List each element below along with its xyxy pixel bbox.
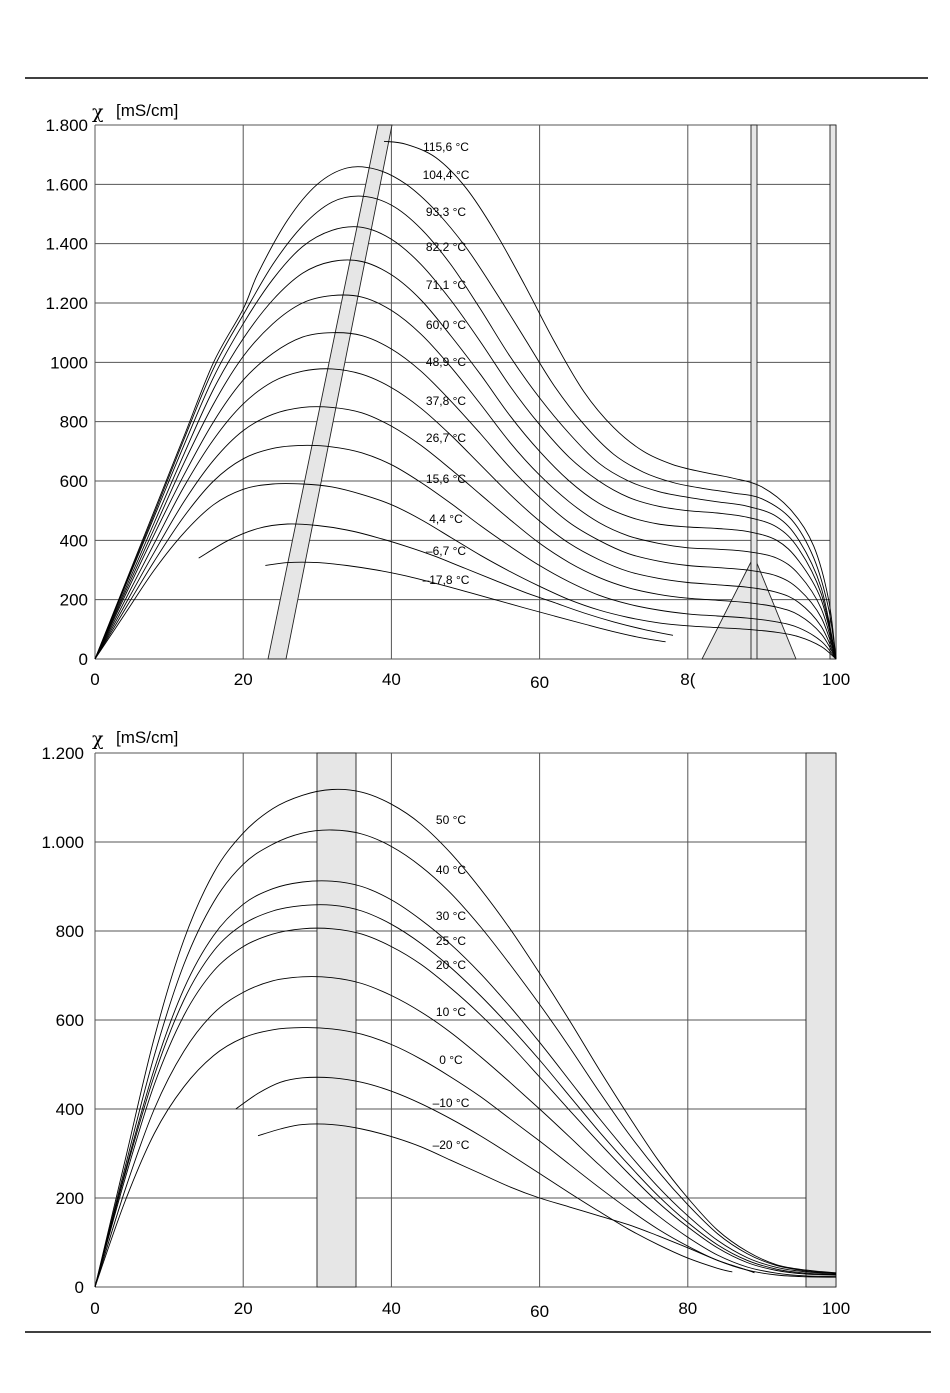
chart-lower-series-label: –10 °C bbox=[432, 1096, 470, 1110]
chart-lower-series-label: 20 °C bbox=[435, 958, 467, 972]
chart-upper-vertical-band-2 bbox=[830, 125, 836, 659]
chart-upper-y-tick-label: 0 bbox=[78, 650, 88, 669]
chart-upper-series-label: 115,6 °C bbox=[423, 140, 469, 154]
chart-upper-curve-labels bbox=[423, 140, 470, 587]
chart-upper-x-tick-label: 40 bbox=[381, 670, 401, 689]
chart-lower-y-tick-label: 600 bbox=[55, 1011, 84, 1030]
chart-upper-series-label: 71,1 °C bbox=[425, 278, 467, 292]
chart-upper-ylabel-unit: [mS/cm] bbox=[116, 101, 179, 120]
chart-lower bbox=[41, 728, 850, 1321]
chart-lower-x-tick-label: 80 bbox=[678, 1299, 698, 1318]
chart-lower-series-line bbox=[95, 830, 836, 1287]
chart-upper-y-tick-label: 1000 bbox=[50, 353, 88, 373]
chart-lower-x-tick-label: 40 bbox=[381, 1299, 401, 1318]
chart-lower-series-line bbox=[236, 1077, 733, 1272]
chart-lower-series-label: 40 °C bbox=[435, 863, 467, 877]
chart-lower-ylabel-unit: [mS/cm] bbox=[116, 728, 179, 747]
chart-upper-y-tick-label: 1.200 bbox=[45, 294, 88, 313]
chart-lower-ylabel-symbol: χ bbox=[92, 728, 104, 750]
chart-lower-series-line bbox=[95, 977, 836, 1287]
chart-upper-series-label: 93,3 °C bbox=[425, 205, 467, 219]
chart-upper-series-label: 4,4 °C bbox=[429, 512, 463, 526]
chart-lower-x-tick-label: 100 bbox=[821, 1299, 851, 1318]
chart-upper-x-tick-label: 100 bbox=[821, 670, 851, 689]
chart-lower-y-tick-label: 0 bbox=[74, 1278, 84, 1297]
chart-lower-axes bbox=[41, 744, 850, 1321]
chart-upper-series-label: 15,6 °C bbox=[425, 472, 467, 486]
chart-upper-x-tick-label: 60 bbox=[530, 673, 550, 692]
chart-upper bbox=[45, 101, 850, 692]
chart-lower-series-label: 0 °C bbox=[439, 1053, 463, 1067]
chart-lower-y-tick-label: 1.000 bbox=[41, 833, 84, 852]
chart-upper-y-tick-label: 400 bbox=[59, 531, 88, 551]
chart-lower-grid bbox=[95, 753, 836, 1287]
chart-upper-series-line bbox=[95, 196, 836, 659]
chart-upper-y-tick-label: 1.400 bbox=[45, 234, 88, 254]
chart-upper-y-tick-label: 200 bbox=[59, 590, 88, 610]
chart-upper-triangle-band bbox=[702, 556, 796, 659]
chart-lower-series-label: 25 °C bbox=[435, 934, 467, 948]
chart-upper-series-label: 104,4 °C bbox=[422, 168, 470, 182]
chart-upper-diagonal-band bbox=[268, 125, 392, 659]
chart-upper-series-label: –17,8 °C bbox=[422, 573, 470, 587]
chart-upper-series-label: 26,7 °C bbox=[425, 431, 467, 445]
chart-lower-band-left bbox=[317, 753, 356, 1287]
chart-upper-series-label: –6,7 °C bbox=[425, 544, 467, 558]
chart-lower-x-tick-label: 20 bbox=[233, 1299, 253, 1318]
chart-upper-x-tick-label: 20 bbox=[233, 670, 253, 689]
chart-lower-series-label: –20 °C bbox=[432, 1138, 470, 1152]
chart-lower-band-right bbox=[806, 753, 836, 1287]
chart-upper-x-tick-label: 8( bbox=[680, 670, 696, 689]
chart-lower-curve-labels bbox=[433, 813, 470, 1152]
chart-upper-series-label: 37,8 °C bbox=[425, 394, 467, 408]
chart-upper-y-tick-label: 1.800 bbox=[45, 116, 88, 135]
chart-lower-series-line bbox=[95, 1028, 836, 1287]
chart-upper-series-label: 48,9 °C bbox=[425, 355, 467, 369]
chart-upper-y-tick-label: 600 bbox=[59, 472, 88, 491]
chart-upper-x-tick-label: 0 bbox=[90, 670, 100, 689]
chart-lower-x-tick-label: 0 bbox=[90, 1299, 100, 1318]
chart-upper-series-label: 60,0 °C bbox=[425, 318, 467, 332]
chart-upper-y-tick-label: 1.600 bbox=[45, 175, 88, 195]
chart-lower-series-label: 30 °C bbox=[435, 909, 467, 923]
chart-upper-ylabel-symbol: χ bbox=[92, 101, 104, 123]
chart-upper-bands bbox=[268, 125, 836, 659]
chart-lower-y-tick-label: 400 bbox=[55, 1100, 84, 1119]
chart-upper-series-line bbox=[95, 333, 836, 659]
chart-lower-y-tick-label: 800 bbox=[55, 922, 84, 941]
chart-lower-x-tick-label: 60 bbox=[530, 1302, 550, 1321]
chart-upper-y-tick-label: 800 bbox=[59, 412, 88, 432]
chart-upper-series-label: 82,2 °C bbox=[425, 240, 467, 254]
chart-lower-series-label: 10 °C bbox=[435, 1005, 467, 1019]
chart-lower-y-tick-label: 1.200 bbox=[41, 744, 84, 763]
chart-lower-series-label: 50 °C bbox=[435, 813, 467, 827]
chart-lower-y-tick-label: 200 bbox=[55, 1189, 84, 1208]
chart-upper-vertical-band-1 bbox=[751, 125, 757, 659]
